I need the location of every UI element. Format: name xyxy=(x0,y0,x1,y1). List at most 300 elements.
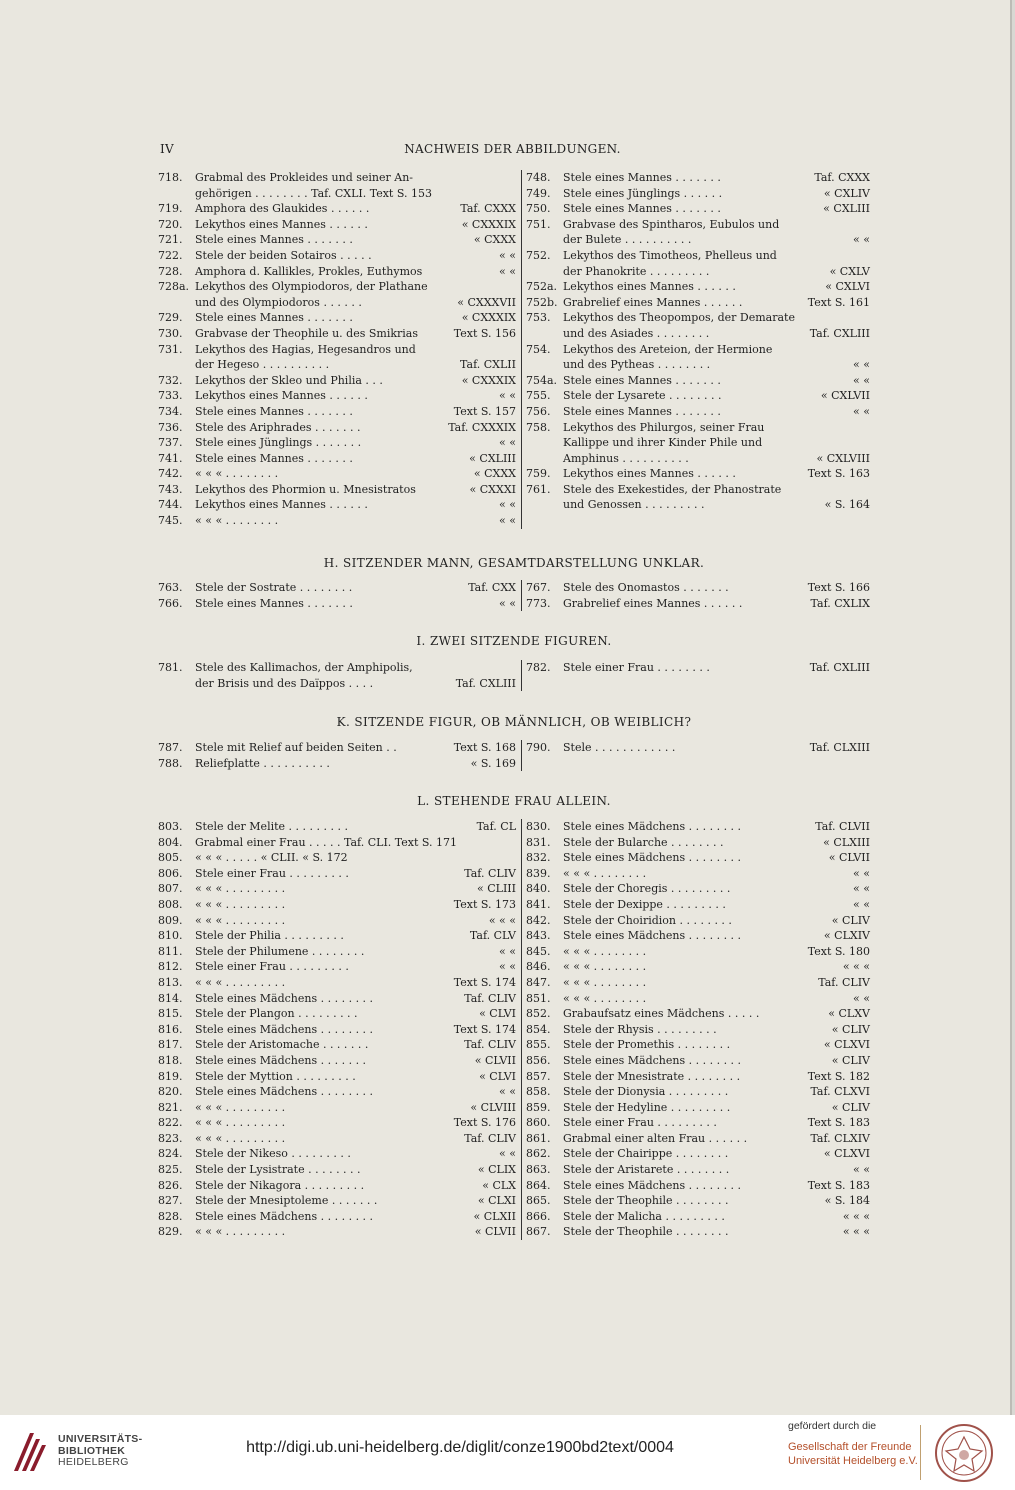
entry-reference: « CLXV xyxy=(828,1007,870,1021)
section-k-title: K. SITZENDE FIGUR, OB MÄNNLICH, OB WEIBLICH? xyxy=(336,715,692,729)
entry-reference: Text S. 161 xyxy=(807,295,870,309)
entry-number: 806. xyxy=(158,866,183,880)
entry-number: 817. xyxy=(158,1038,183,1052)
entry-title: « « « . . . . . . . . . xyxy=(195,882,286,896)
entry-reference: « CLXVI xyxy=(823,1038,870,1052)
entry-row xyxy=(526,1100,870,1116)
entry-number: 856. xyxy=(526,1053,551,1067)
society-name-line2: Universität Heidelberg e.V. xyxy=(788,1455,918,1467)
entry-reference: « « xyxy=(499,498,516,512)
entry-title: Grabrelief eines Mannes . . . . . . xyxy=(563,596,743,610)
entry-reference: « CXXXIX xyxy=(461,311,516,325)
entry-column-left xyxy=(158,580,516,611)
entry-title: Stele einer Frau . . . . . . . . . xyxy=(195,866,349,880)
entry-title: Stele der Dionysia . . . . . . . . . xyxy=(563,1085,729,1099)
entry-reference: « « xyxy=(853,404,870,418)
entry-row xyxy=(526,1022,870,1038)
entry-row xyxy=(526,388,870,404)
entry-reference: « « xyxy=(499,264,516,278)
entry-reference: Taf. CXXX xyxy=(460,202,516,216)
section-h-entries xyxy=(158,580,870,611)
entry-title: Stele einer Frau . . . . . . . . . xyxy=(563,1116,717,1130)
entry-row xyxy=(158,404,516,420)
entry-number: 805. xyxy=(158,851,183,865)
entry-number: 821. xyxy=(158,1100,183,1114)
entry-number: 826. xyxy=(158,1178,183,1192)
entry-row xyxy=(526,201,870,217)
entry-row xyxy=(158,373,516,389)
entry-row xyxy=(158,248,516,264)
entry-row xyxy=(158,1162,516,1178)
entry-reference: « « « xyxy=(842,1225,870,1239)
entry-title: Lekythos eines Mannes . . . . . . xyxy=(563,280,736,294)
entry-row xyxy=(158,217,516,233)
entry-reference: Taf. CXLIII xyxy=(809,661,870,674)
entry-reference: « « xyxy=(499,1085,516,1099)
entry-title: Stele der Chairippe . . . . . . . . xyxy=(563,1147,729,1161)
entry-row xyxy=(158,1037,516,1053)
entry-row xyxy=(526,1053,870,1069)
entry-row xyxy=(526,1209,870,1225)
entry-row xyxy=(158,975,516,991)
entry-title: Stele eines Mädchens . . . . . . . xyxy=(195,1053,367,1067)
entry-row xyxy=(526,1069,870,1085)
entry-row xyxy=(526,1131,870,1147)
society-name xyxy=(788,1440,918,1468)
entry-title: Stele der Hedyline . . . . . . . . . xyxy=(563,1100,731,1114)
entry-row xyxy=(526,835,870,851)
entry-number: 722. xyxy=(158,248,183,262)
entry-column-right xyxy=(526,580,870,611)
entry-row xyxy=(158,596,516,612)
entry-row xyxy=(158,201,516,217)
entry-row xyxy=(526,170,870,186)
entry-title: Stele mit Relief auf beiden Seiten . . xyxy=(195,741,397,754)
entry-reference: Text S. 163 xyxy=(807,467,870,481)
entry-reference: « « xyxy=(499,248,516,262)
entry-number: 830. xyxy=(526,820,551,833)
document-url[interactable]: http://digi.ub.uni-heidelberg.de/diglit/conze1900bd2text/0004 xyxy=(246,1439,674,1456)
entry-number: 824. xyxy=(158,1147,183,1161)
entry-number: 718. xyxy=(158,171,183,184)
entry-reference: « « xyxy=(853,233,870,247)
entry-title: Stele einer Frau . . . . . . . . . xyxy=(195,960,349,974)
column-divider xyxy=(521,819,522,1240)
entry-title: Stele der Philia . . . . . . . . . xyxy=(195,929,344,943)
entry-reference: « CLVI xyxy=(479,1069,516,1083)
entry-number: 809. xyxy=(158,913,183,927)
entry-number: 742. xyxy=(158,467,183,481)
entry-number: 743. xyxy=(158,482,183,496)
entry-reference: « « xyxy=(499,514,516,528)
entry-title: Grabaufsatz eines Mädchens . . . . . xyxy=(563,1007,760,1021)
entry-row xyxy=(526,1037,870,1053)
entry-row xyxy=(526,928,870,944)
entry-number: 816. xyxy=(158,1022,183,1036)
entry-number: 759. xyxy=(526,467,551,481)
entry-reference: Taf. CLIV xyxy=(464,1038,516,1052)
entry-row xyxy=(526,404,870,420)
entry-reference: Text S. 174 xyxy=(453,1022,516,1036)
entry-title: Stele eines Mannes . . . . . . . xyxy=(195,596,353,610)
entry-reference: « CXXXVII xyxy=(457,295,516,309)
entry-reference: « « xyxy=(853,882,870,896)
entry-row xyxy=(158,850,516,866)
entry-reference: Taf. CLXIV xyxy=(810,1131,870,1145)
entry-number: 854. xyxy=(526,1022,551,1036)
entry-number: 804. xyxy=(158,835,183,849)
entry-title: Stele eines Mädchens . . . . . . . . xyxy=(195,1022,374,1036)
library-name-line1: UNIVERSITÄTS- xyxy=(58,1433,143,1445)
entry-reference: « CLXII xyxy=(473,1209,516,1223)
entry-title: Stele eines Mädchens . . . . . . . . xyxy=(195,1209,374,1223)
entry-reference: Taf. CLIV xyxy=(818,975,870,989)
entry-reference: « « xyxy=(853,866,870,880)
entry-reference: « CLXIII xyxy=(823,835,870,849)
page-header xyxy=(160,142,865,162)
entry-number: 766. xyxy=(158,596,183,610)
entry-title: Lekythos des Areteion, der Hermione xyxy=(563,342,773,356)
entry-title: Stele der Mnesistrate . . . . . . . . xyxy=(563,1069,741,1083)
entry-row xyxy=(526,295,870,311)
entry-number: 731. xyxy=(158,342,183,356)
entry-title: Stele eines Mannes . . . . . . . xyxy=(563,373,721,387)
entry-title: der Hegeso . . . . . . . . . . xyxy=(195,358,330,372)
entry-title: Grabmal des Prokleides und seiner An- xyxy=(195,171,414,184)
entry-number: 866. xyxy=(526,1209,551,1223)
page-edge xyxy=(1010,0,1012,1415)
entry-title: Stele der Plangon . . . . . . . . . xyxy=(195,1007,358,1021)
entry-number: 846. xyxy=(526,960,551,974)
entry-row xyxy=(158,232,516,248)
entry-number: 864. xyxy=(526,1178,551,1192)
entry-title: Lekythos des Theopompos, der Demarate xyxy=(563,311,795,325)
entry-row xyxy=(526,944,870,960)
entry-number: 857. xyxy=(526,1069,551,1083)
entry-number: 831. xyxy=(526,835,551,849)
entry-reference: « CLIII xyxy=(477,882,516,896)
entry-reference: Taf. CLIV xyxy=(464,866,516,880)
entry-number: 808. xyxy=(158,897,183,911)
entry-number: 814. xyxy=(158,991,183,1005)
entry-row xyxy=(526,1193,870,1209)
entry-number: 781. xyxy=(158,661,183,674)
entry-row xyxy=(158,388,516,404)
entry-number: 845. xyxy=(526,944,551,958)
entry-column-right xyxy=(526,660,870,676)
entry-row xyxy=(526,897,870,913)
entry-row xyxy=(158,1006,516,1022)
entry-row xyxy=(158,660,516,676)
entry-reference: « CXLVI xyxy=(825,280,870,294)
entry-number: 767. xyxy=(526,581,551,594)
entry-row xyxy=(526,310,870,326)
entry-number: 841. xyxy=(526,897,551,911)
entry-number: 752a. xyxy=(526,280,558,294)
entry-reference: « CLIV xyxy=(831,1022,870,1036)
entry-number: 745. xyxy=(158,514,183,528)
entry-reference: « « xyxy=(499,436,516,450)
entry-column-left xyxy=(158,660,516,691)
entry-row xyxy=(158,1069,516,1085)
entry-reference: « « xyxy=(499,596,516,610)
entry-reference: Taf. CLXIII xyxy=(809,741,870,754)
entry-number: 755. xyxy=(526,389,551,403)
entry-reference: Text S. 174 xyxy=(453,975,516,989)
entry-reference: Text S. 176 xyxy=(453,1116,516,1130)
entry-row xyxy=(158,295,516,311)
entry-title: der Brisis und des Daïppos . . . . xyxy=(195,676,374,690)
entry-reference: Text S. 157 xyxy=(453,404,516,418)
entry-title: Stele eines Jünglings . . . . . . . xyxy=(195,436,362,450)
entry-number: 729. xyxy=(158,311,183,325)
entry-number: 862. xyxy=(526,1147,551,1161)
entry-number: 736. xyxy=(158,420,183,434)
entry-number: 737. xyxy=(158,436,183,450)
entry-reference: « « xyxy=(853,373,870,387)
entry-number: 732. xyxy=(158,373,183,387)
entry-row xyxy=(526,1006,870,1022)
entry-row xyxy=(158,756,516,772)
entry-row xyxy=(158,482,516,498)
entry-row xyxy=(526,881,870,897)
entry-reference: « CXLVII xyxy=(820,389,870,403)
entry-title: Stele des Onomastos . . . . . . . xyxy=(563,581,729,594)
entry-number: 728a. xyxy=(158,280,190,294)
entry-reference: Taf. CXLII xyxy=(460,358,516,372)
entry-title: und Genossen . . . . . . . . . xyxy=(563,498,705,512)
entry-reference: « CXLV xyxy=(829,264,870,278)
entry-title: Lekythos des Phormion u. Mnesistratos xyxy=(195,482,416,496)
entry-title: « « « . . . . . « CLII. « S. 172 xyxy=(195,851,348,865)
entry-reference: « CXXXI xyxy=(469,482,516,496)
entry-reference: « « xyxy=(499,960,516,974)
entry-title: « « « . . . . . . . . . xyxy=(195,1116,286,1130)
entry-reference: Text S. 183 xyxy=(807,1116,870,1130)
entry-number: 819. xyxy=(158,1069,183,1083)
column-divider xyxy=(521,170,522,529)
entry-reference: « CLXIV xyxy=(823,929,870,943)
entry-number: 812. xyxy=(158,960,183,974)
entry-number: 852. xyxy=(526,1007,551,1021)
society-name-line1: Gesellschaft der Freunde xyxy=(788,1441,912,1453)
entry-title: « « « . . . . . . . . xyxy=(563,960,647,974)
entry-row xyxy=(526,1224,870,1240)
entry-title: Stele des Exekestides, der Phanostrate xyxy=(563,482,782,496)
entry-reference: « CXLIV xyxy=(823,186,870,200)
entry-title: Stele der Mnesiptoleme . . . . . . . xyxy=(195,1194,378,1208)
entry-number: 734. xyxy=(158,404,183,418)
entry-number: 820. xyxy=(158,1085,183,1099)
entry-title: « « « . . . . . . . . . xyxy=(195,1100,286,1114)
entry-reference: « CLIX xyxy=(477,1163,516,1177)
entry-title: Stele eines Mannes . . . . . . . xyxy=(195,451,353,465)
entry-reference: « « xyxy=(499,944,516,958)
entry-reference: Text S. 168 xyxy=(453,741,516,754)
entry-column-left xyxy=(158,740,516,771)
entry-title: Stele der Promethis . . . . . . . . xyxy=(563,1038,731,1052)
section-i-entries xyxy=(158,660,870,691)
entry-row xyxy=(158,1022,516,1038)
entry-number: 790. xyxy=(526,741,551,754)
entry-reference: Text S. 183 xyxy=(807,1178,870,1192)
entry-title: Lekythos des Timotheos, Phelleus und xyxy=(563,248,777,262)
entry-row xyxy=(526,451,870,467)
entry-title: Stele der Theophile . . . . . . . . xyxy=(563,1225,729,1239)
entry-row xyxy=(526,580,870,596)
entry-reference: « « xyxy=(853,358,870,372)
entry-number: 832. xyxy=(526,851,551,865)
entry-title: Stele der Malicha . . . . . . . . . xyxy=(563,1209,725,1223)
entry-title: und des Pytheas . . . . . . . . xyxy=(563,358,711,372)
entry-reference: « CLIV xyxy=(831,1053,870,1067)
entry-row xyxy=(158,497,516,513)
entry-number: 847. xyxy=(526,975,551,989)
entry-row xyxy=(158,1209,516,1225)
entry-title: Stele einer Frau . . . . . . . . xyxy=(563,661,710,674)
entry-number: 855. xyxy=(526,1038,551,1052)
entry-number: 754a. xyxy=(526,373,558,387)
entry-title: Stele eines Mannes . . . . . . . xyxy=(563,202,721,216)
entry-title: Stele eines Mädchens . . . . . . . . xyxy=(563,929,742,943)
entry-title: Stele eines Jünglings . . . . . . xyxy=(563,186,723,200)
column-divider xyxy=(521,580,522,611)
entry-row xyxy=(158,420,516,436)
entry-row xyxy=(158,991,516,1007)
entry-reference: Taf. CXXX xyxy=(814,171,870,184)
entry-title: Stele der Lysarete . . . . . . . . xyxy=(563,389,722,403)
column-divider xyxy=(521,660,522,691)
entry-number: 810. xyxy=(158,929,183,943)
entry-reference: « CXLIII xyxy=(469,451,516,465)
library-name-line2: BIBLIOTHEK xyxy=(58,1444,126,1457)
entry-number: 753. xyxy=(526,311,551,325)
entry-reference: « CLVII xyxy=(828,851,870,865)
entry-reference: Taf. CLIV xyxy=(464,1131,516,1145)
entry-title: Stele der Sostrate . . . . . . . . xyxy=(195,581,353,594)
entry-number: 842. xyxy=(526,913,551,927)
entry-title: Stele eines Mädchens . . . . . . . . xyxy=(563,1053,742,1067)
entry-row xyxy=(158,897,516,913)
entry-title: Stele der Aristomache . . . . . . . xyxy=(195,1038,369,1052)
entry-reference: « « xyxy=(853,897,870,911)
entry-number: 782. xyxy=(526,661,551,674)
entry-row xyxy=(526,1146,870,1162)
entry-number: 750. xyxy=(526,202,551,216)
entry-row xyxy=(158,740,516,756)
entry-title: Stele der Myttion . . . . . . . . . xyxy=(195,1069,356,1083)
entry-title: und des Asiades . . . . . . . . xyxy=(563,326,710,340)
entry-row xyxy=(158,170,516,186)
entry-reference: « CLVI xyxy=(479,1007,516,1021)
entry-title: Stele der Choregis . . . . . . . . . xyxy=(563,882,731,896)
entry-number: 827. xyxy=(158,1194,183,1208)
entry-reference: « CLVIII xyxy=(470,1100,516,1114)
entry-reference: « CXLVIII xyxy=(816,451,870,465)
entry-reference: Text S. 166 xyxy=(807,581,870,594)
entry-title: Grabmal einer alten Frau . . . . . . xyxy=(563,1131,748,1145)
entry-reference: « CXXXIX xyxy=(461,373,516,387)
entry-row xyxy=(526,217,870,233)
library-name-line3: HEIDELBERG xyxy=(58,1456,129,1468)
entry-row xyxy=(158,1115,516,1131)
entry-row xyxy=(526,1162,870,1178)
entry-row xyxy=(158,1146,516,1162)
entry-column-right xyxy=(526,819,870,1240)
entry-number: 815. xyxy=(158,1007,183,1021)
entry-column-right xyxy=(526,170,870,513)
entry-number: 843. xyxy=(526,929,551,943)
entry-row xyxy=(158,959,516,975)
entry-reference: « CLVII xyxy=(474,1225,516,1239)
entry-number: 763. xyxy=(158,581,183,594)
entry-title: Stele der Nikagora . . . . . . . . . xyxy=(195,1178,365,1192)
entry-row xyxy=(158,944,516,960)
entry-row xyxy=(526,959,870,975)
entry-row xyxy=(158,866,516,882)
entry-row xyxy=(158,928,516,944)
entry-title: Stele der Choiridion . . . . . . . . xyxy=(563,913,732,927)
entry-reference: « CLXVI xyxy=(823,1147,870,1161)
entry-row xyxy=(158,1131,516,1147)
entry-reference: « S. 184 xyxy=(824,1194,870,1208)
entry-row xyxy=(158,881,516,897)
entry-title: Stele der Dexippe . . . . . . . . . xyxy=(563,897,726,911)
entry-row xyxy=(158,1100,516,1116)
entry-title: « « « . . . . . . . . . xyxy=(195,897,286,911)
entry-number: 728. xyxy=(158,264,183,278)
entry-number: 851. xyxy=(526,991,551,1005)
entry-reference: « S. 164 xyxy=(824,498,870,512)
entry-title: Stele der Melite . . . . . . . . . xyxy=(195,820,348,833)
entry-reference: « « xyxy=(853,1163,870,1177)
entry-row xyxy=(526,819,870,835)
entry-row xyxy=(526,1084,870,1100)
entry-reference: « CLIV xyxy=(831,1100,870,1114)
entry-number: 749. xyxy=(526,186,551,200)
entry-reference: « CXXXIX xyxy=(461,217,516,231)
entry-row xyxy=(158,466,516,482)
entry-number: 828. xyxy=(158,1209,183,1223)
entry-title: und des Olympiodoros . . . . . . xyxy=(195,295,362,309)
entry-number: 748. xyxy=(526,171,551,184)
entry-number: 744. xyxy=(158,498,183,512)
university-seal-icon xyxy=(934,1423,994,1483)
section-g-entries xyxy=(158,170,870,529)
entry-title: « « « . . . . . . . . . xyxy=(195,975,286,989)
entry-number: 733. xyxy=(158,389,183,403)
entry-row xyxy=(158,264,516,280)
entry-row xyxy=(526,975,870,991)
entry-number: 803. xyxy=(158,820,183,833)
entry-title: Stele der Lysistrate . . . . . . . . xyxy=(195,1163,361,1177)
entry-row xyxy=(526,466,870,482)
entry-title: « « « . . . . . . . . . xyxy=(195,1225,286,1239)
entry-number: 773. xyxy=(526,596,551,610)
entry-row xyxy=(158,819,516,835)
entry-number: 861. xyxy=(526,1131,551,1145)
entry-reference: « « xyxy=(499,1147,516,1161)
entry-number: 756. xyxy=(526,404,551,418)
entry-row xyxy=(526,279,870,295)
entry-reference: Taf. CXLIX xyxy=(810,596,870,610)
entry-number: 858. xyxy=(526,1085,551,1099)
entry-row xyxy=(526,913,870,929)
entry-reference: « CLX xyxy=(482,1178,516,1192)
entry-reference: « CXLIII xyxy=(823,202,870,216)
entry-row xyxy=(526,1178,870,1194)
entry-row xyxy=(158,1084,516,1100)
